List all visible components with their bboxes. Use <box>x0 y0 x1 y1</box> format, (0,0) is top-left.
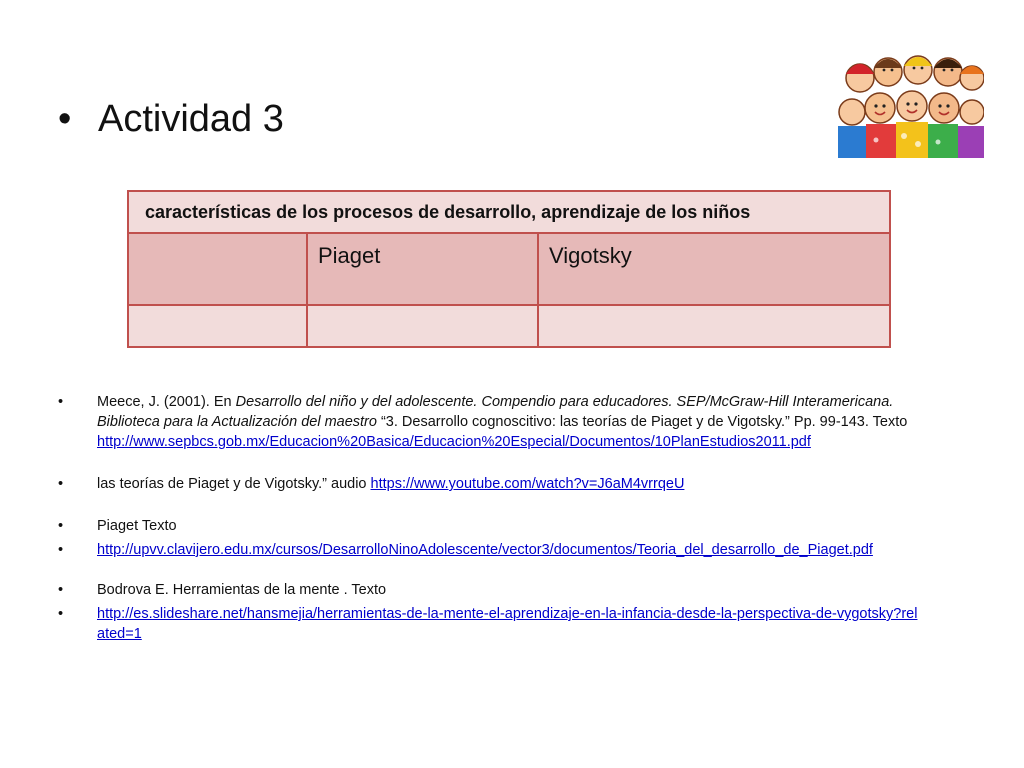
column-piaget: Piaget <box>318 243 381 268</box>
table-columns-row <box>128 233 890 305</box>
bullet: • <box>58 518 64 534</box>
reference-audio: • las teorías de Piaget y de Vigotsky.” audio https://www.youtube.com/watch?v=J6aM4vrrqeU <box>58 476 685 492</box>
bullet: • <box>58 582 64 598</box>
title-bullet: • <box>58 98 72 140</box>
youtube-audio-link[interactable]: https://www.youtube.com/watch?v=J6aM4vrrqeU <box>370 476 685 492</box>
bullet: • <box>58 606 64 622</box>
table-cell <box>128 305 307 347</box>
slide-title: Actividad 3 <box>98 98 284 140</box>
references-list <box>58 392 918 644</box>
reference-meece-title: Desarrollo del niño y del adolescente. Compendio para educadores. SEP/McGraw-Hill Interamericana. Biblioteca para la Actualización del maestro <box>97 394 894 430</box>
reference-bodrova-label: • Bodrova E. Herramientas de la mente . Texto <box>58 582 387 598</box>
bullet: • <box>58 542 64 558</box>
table-header-text: características de los procesos de desarrollo, aprendizaje de los niños <box>145 202 751 222</box>
table-header-cell <box>128 191 890 233</box>
piaget-pdf-link[interactable]: http://upvv.clavijero.edu.mx/cursos/DesarrolloNinoAdolescente/vector3/documentos/Teoria_del_desarrollo_de_Piaget.pdf <box>97 542 873 558</box>
reference-meece: • Meece, J. (2001). En Desarrollo del niño y del adolescente. Compendio para educadores. SEP/McGraw-Hill Interamericana. Biblioteca para la Actualización del maestro “3. Desarrollo cognoscitivo: las teorías de Piaget y de Vigotsky.” Pp. 99-143. Texto http://www.sepbcs.gob.mx/Educacion%20Basica/Educacion%20Especial/Documentos/10PlanEstudios2011.pdf <box>58 394 908 450</box>
table-cell <box>307 305 538 347</box>
reference-bodrova-link <box>58 604 918 644</box>
table-row-empty <box>128 305 890 347</box>
reference-piaget-label: • Piaget Texto <box>58 518 177 534</box>
children-group-illustration <box>838 46 984 158</box>
comparison-table <box>127 190 891 348</box>
bullet: • <box>58 476 64 492</box>
table-cell <box>538 305 890 347</box>
table-cell-vigotsky <box>538 233 890 305</box>
table-header-row <box>128 191 890 233</box>
column-vigotsky: Vigotsky <box>549 243 632 268</box>
meece-pdf-link[interactable]: http://www.sepbcs.gob.mx/Educacion%20Basica/Educacion%20Especial/Documentos/10PlanEstudios2011.pdf <box>97 434 811 450</box>
table-cell-blank <box>128 233 307 305</box>
reference-piaget-link <box>58 540 918 560</box>
slideshare-link[interactable]: http://es.slideshare.net/hansmejia/herramientas-de-la-mente-el-aprendizaje-en-la-infancia-desde-la-perspectiva-de-vygotsky?related=1 <box>97 606 918 642</box>
table-cell-piaget <box>307 233 538 305</box>
bullet: • <box>58 394 64 410</box>
